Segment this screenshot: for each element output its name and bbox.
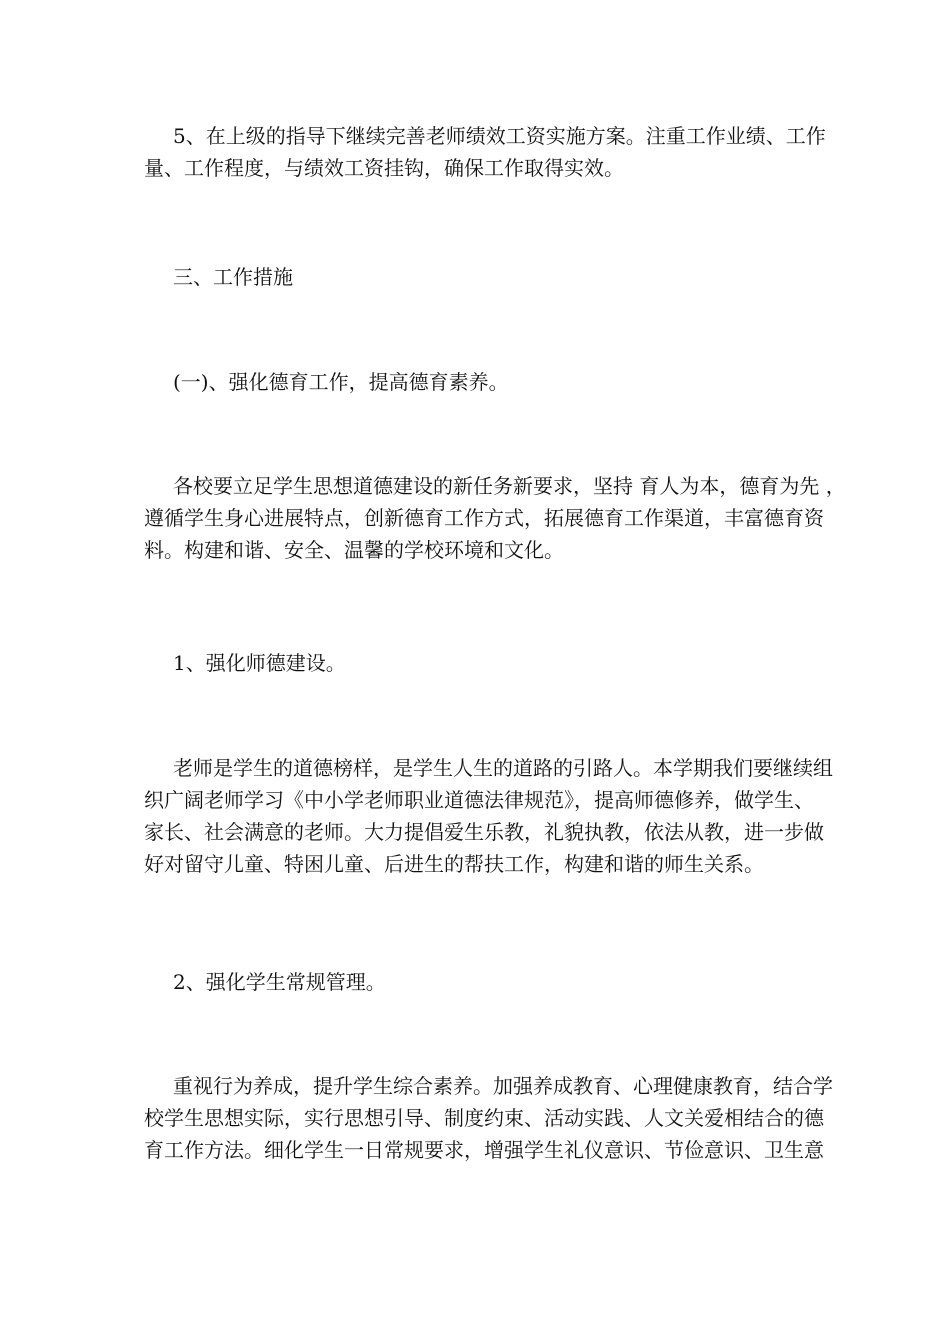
text-line: 料。构建和谐、安全、温馨的学校环境和文化。 — [144, 538, 564, 562]
heading-text: (一)、强化德育工作，提高德育素养。 — [173, 370, 509, 394]
text-line: 校学生思想实际，实行思想引导、制度约束、活动实践、人文关爱相结合的德 — [144, 1106, 824, 1130]
section-heading-work-measures — [144, 261, 809, 293]
text-line: 遵循学生身心进展特点，创新德育工作方式，拓展德育工作渠道，丰富德育资 — [144, 506, 824, 530]
subsection-heading-moral-education — [144, 366, 809, 398]
item-heading-teacher-ethics — [144, 647, 809, 679]
paragraph-performance-pay — [144, 120, 826, 184]
text-line: 好对留守儿童、特困儿童、后进生的帮扶工作，构建和谐的师生关系。 — [144, 852, 764, 876]
text-line: 量、工作程度，与绩效工资挂钩，确保工作取得实效。 — [144, 156, 624, 180]
paragraph-student-management — [144, 1070, 833, 1166]
text-line: 重视行为养成，提升学生综合素养。加强养成教育、心理健康教育，结合学 — [173, 1074, 833, 1098]
text-line: 织广阔老师学习《中小学老师职业道德法律规范》，提高师德修养，做学生、 — [144, 788, 814, 812]
item-heading-student-management — [144, 966, 809, 998]
heading-text: 三、工作措施 — [173, 265, 293, 289]
paragraph-moral-education — [144, 470, 846, 566]
text-line: 老师是学生的道德榜样，是学生人生的道路的引路人。本学期我们要继续组 — [173, 756, 833, 780]
text-line: 各校要立足学生思想道德建设的新任务新要求，坚持 育人为本，德育为先 ， — [173, 474, 846, 498]
text-line: 育工作方法。细化学生一日常规要求，增强学生礼仪意识、节俭意识、卫生意 — [144, 1138, 824, 1162]
text-line: 5、在上级的指导下继续完善老师绩效工资实施方案。注重工作业绩、工作 — [173, 124, 826, 148]
paragraph-teacher-ethics — [144, 752, 833, 880]
text-line: 家长、社会满意的老师。大力提倡爱生乐教，礼貌执教，依法从教，进一步做 — [144, 820, 824, 844]
heading-text: 1、强化师德建设。 — [173, 651, 346, 675]
heading-text: 2、强化学生常规管理。 — [173, 970, 386, 994]
